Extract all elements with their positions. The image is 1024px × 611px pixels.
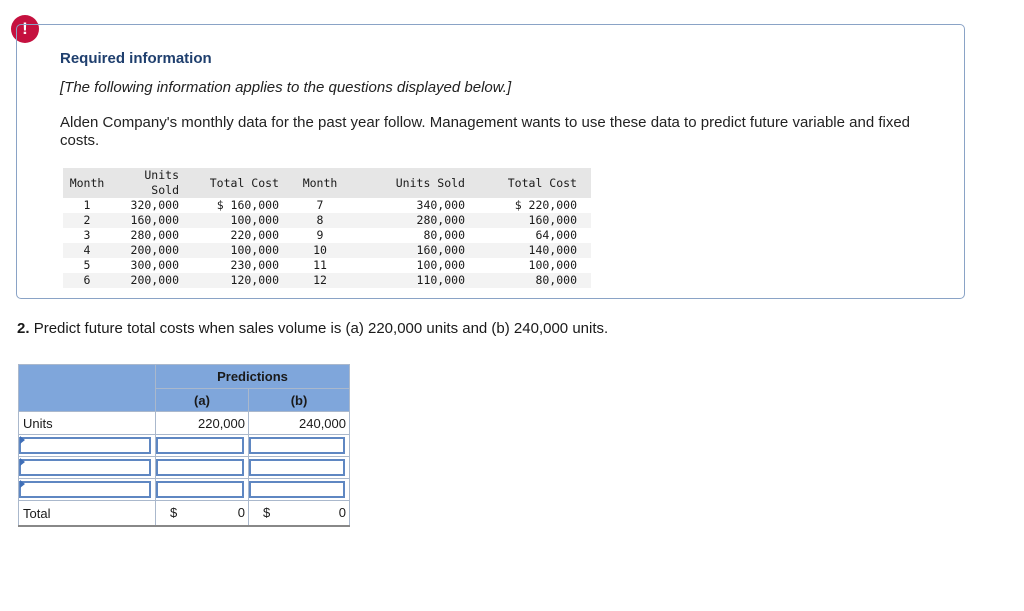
table-cell: 80,000 — [423, 228, 465, 242]
table-cell: 110,000 — [355, 273, 479, 288]
row1-label-input[interactable] — [19, 437, 151, 454]
required-info-title: Required information — [60, 50, 212, 67]
row1-b-input[interactable] — [249, 437, 345, 454]
row3-a-input[interactable] — [156, 481, 244, 498]
units-a-value: 220,000 — [156, 412, 249, 435]
row3-a-cell[interactable] — [156, 479, 249, 501]
table-cell: 12 — [285, 273, 355, 288]
dropdown-marker-icon — [20, 480, 25, 488]
table-cell: 200,000 — [111, 243, 187, 258]
cost-entry-row-2 — [19, 457, 350, 479]
alert-icon: ! — [11, 15, 39, 43]
table-cell: 320,000 — [130, 198, 179, 212]
row1-label-cell[interactable] — [19, 435, 156, 457]
table-row — [63, 228, 591, 243]
monthly-data-header-row — [63, 168, 591, 198]
currency-symbol: $ — [170, 505, 178, 520]
question-body: Predict future total costs when sales volume is (a) 220,000 units and (b) 240,000 units. — [33, 320, 609, 337]
total-label: Total — [19, 501, 156, 527]
table-row — [63, 213, 591, 228]
monthly-data-table — [63, 168, 591, 288]
row2-b-cell[interactable] — [249, 457, 350, 479]
header-total-cost-1: Total Cost — [187, 168, 285, 198]
units-b-value: 240,000 — [249, 412, 350, 435]
table-cell: 11 — [313, 258, 327, 272]
table-cell: 1 — [83, 198, 91, 212]
table-row — [63, 258, 591, 273]
table-cell: 80,000 — [479, 273, 591, 288]
table-row — [63, 273, 591, 288]
predictions-table — [18, 364, 350, 527]
table-cell: 340,000 — [416, 198, 465, 212]
table-row — [63, 198, 591, 213]
table-cell: 100,000 — [187, 213, 285, 228]
table-cell: 220,000 — [230, 228, 279, 242]
total-a-value: 0 — [237, 505, 245, 520]
table-cell: 280,000 — [130, 228, 179, 242]
required-info-note: [The following information applies to the questions displayed below.] — [60, 79, 512, 96]
table-cell: 6 — [63, 273, 111, 288]
row2-a-input[interactable] — [156, 459, 244, 476]
row2-label-input[interactable] — [19, 459, 151, 476]
table-cell: 3 — [83, 228, 91, 242]
table-cell: 2 — [63, 213, 111, 228]
table-cell: 200,000 — [111, 273, 187, 288]
table-cell: 140,000 — [479, 243, 591, 258]
predictions-group-header: Predictions — [156, 365, 350, 389]
dropdown-marker-icon — [20, 436, 25, 444]
table-cell: 8 — [285, 213, 355, 228]
table-cell: 10 — [285, 243, 355, 258]
question-number: 2. — [17, 320, 30, 337]
units-row — [19, 412, 350, 435]
units-label: Units — [19, 412, 156, 435]
total-b-cell — [249, 501, 350, 527]
row1-a-cell[interactable] — [156, 435, 249, 457]
required-info-description: Alden Company's monthly data for the past year follow. Management wants to use these data to predict future variable and fixed costs. — [60, 114, 911, 149]
table-cell: 100,000 — [528, 258, 577, 272]
row3-b-input[interactable] — [249, 481, 345, 498]
header-units-sold-2: Units Sold — [355, 168, 479, 198]
table-cell: 100,000 — [187, 243, 285, 258]
total-a-cell — [156, 501, 249, 527]
currency-symbol: $ — [263, 505, 271, 520]
table-cell: 9 — [316, 228, 324, 242]
row3-label-cell[interactable] — [19, 479, 156, 501]
table-cell: 100,000 — [416, 258, 465, 272]
cost-entry-row-3 — [19, 479, 350, 501]
column-b-header: (b) — [249, 389, 350, 412]
question-text — [17, 320, 608, 337]
total-b-value: 0 — [338, 505, 346, 520]
header-blank-cell — [19, 365, 156, 412]
row1-a-input[interactable] — [156, 437, 244, 454]
table-cell: 230,000 — [230, 258, 279, 272]
cost-entry-row-1 — [19, 435, 350, 457]
total-row — [19, 501, 350, 527]
dropdown-marker-icon — [20, 458, 25, 466]
table-row — [63, 243, 591, 258]
table-cell: 64,000 — [535, 228, 577, 242]
table-cell: 160,000 — [355, 243, 479, 258]
header-total-cost-2: Total Cost — [479, 168, 591, 198]
table-cell: 120,000 — [187, 273, 285, 288]
header-month-2: Month — [285, 168, 355, 198]
table-cell: 7 — [316, 198, 324, 212]
row1-b-cell[interactable] — [249, 435, 350, 457]
table-cell: 300,000 — [130, 258, 179, 272]
header-units-sold-1: Units Sold — [111, 168, 187, 198]
header-month-1: Month — [63, 168, 111, 198]
row2-b-input[interactable] — [249, 459, 345, 476]
table-cell: $ 220,000 — [514, 198, 577, 212]
table-cell: 160,000 — [479, 213, 591, 228]
table-cell: $ 160,000 — [216, 198, 279, 212]
predictions-header-row — [19, 365, 350, 389]
table-cell: 280,000 — [355, 213, 479, 228]
row2-label-cell[interactable] — [19, 457, 156, 479]
row3-label-input[interactable] — [19, 481, 151, 498]
table-cell: 4 — [63, 243, 111, 258]
column-a-header: (a) — [156, 389, 249, 412]
table-cell: 160,000 — [111, 213, 187, 228]
row3-b-cell[interactable] — [249, 479, 350, 501]
table-cell: 5 — [83, 258, 91, 272]
row2-a-cell[interactable] — [156, 457, 249, 479]
